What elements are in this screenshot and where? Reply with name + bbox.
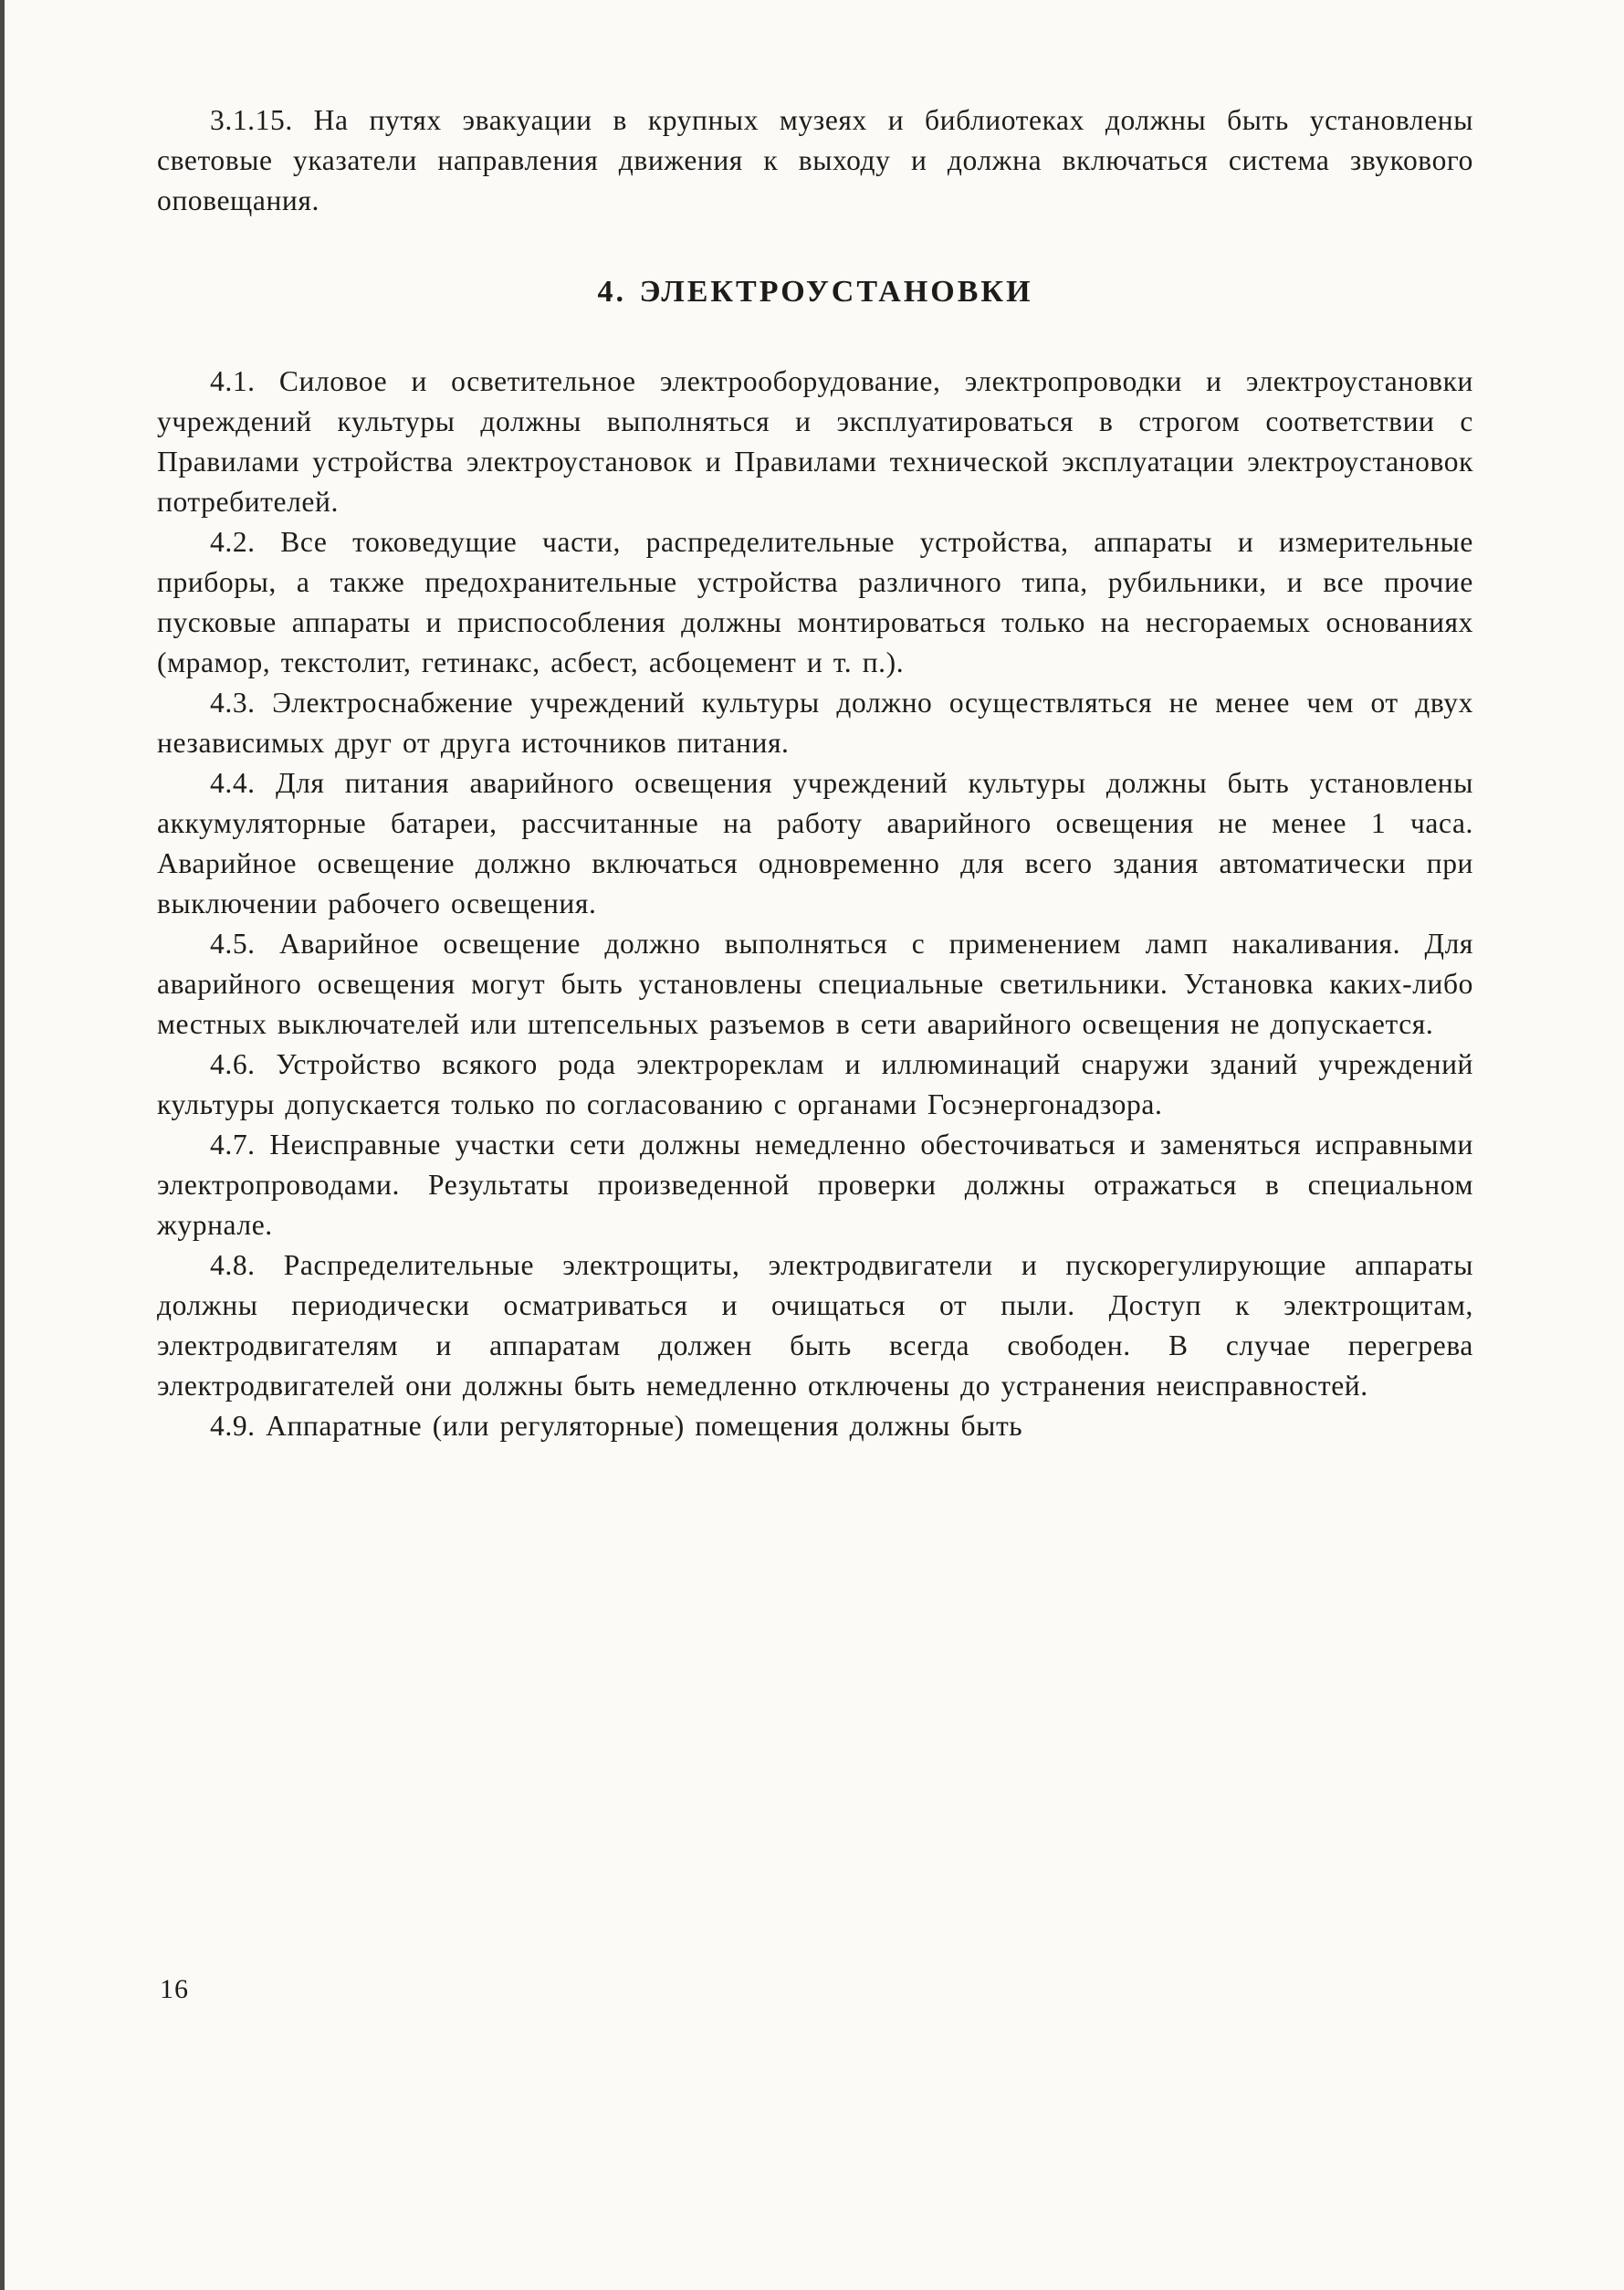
- paragraph-4-3: 4.3. Электроснабжение учреждений культуры должно осуществляться не менее чем от двух независимых друг от друга источников питания.: [157, 687, 1473, 759]
- scan-edge-artifact: [0, 0, 5, 2290]
- paragraph-4-4: 4.4. Для питания аварийного освещения учреждений культуры должны быть установлены аккумуляторные батареи, рассчитанные на работу аварийного освещения не менее 1 часа. Аварийное освещение должно включаться одновременно для всего здания автоматически при выключении рабочего освещения.: [157, 767, 1473, 919]
- paragraph-3-1-15: 3.1.15. На путях эвакуации в крупных музеях и библиотеках должны быть установлены световые указатели направления движения к выходу и должна включаться система звукового оповещания.: [157, 104, 1473, 216]
- text-block: [157, 100, 1473, 1446]
- page-number: 16: [160, 1974, 189, 2004]
- paragraph-4-2: 4.2. Все токоведущие части, распределительные устройства, аппараты и измерительные приборы, а также предохранительные устройства различного типа, рубильники, и все прочие пусковые аппараты и приспособления должны монтироваться только на несгораемых основаниях (мрамор, текстолит, гетинакс, асбест, асбоцемент и т. п.).: [157, 526, 1473, 678]
- paragraph-4-9: 4.9. Аппаратные (или регуляторные) помещения должны быть: [210, 1410, 1023, 1442]
- paragraph-4-8: 4.8. Распределительные электрощиты, электродвигатели и пускорегулирующие аппараты должны периодически осматриваться и очищаться от пыли. Доступ к электрощитам, электродвигателям и аппаратам должен быть всегда свободен. В случае перегрева электродвигателей они должны быть немедленно отключены до устранения неисправностей.: [157, 1249, 1473, 1402]
- section-heading: 4. ЭЛЕКТРОУСТАНОВКИ: [597, 275, 1033, 309]
- paragraph-4-7: 4.7. Неисправные участки сети должны немедленно обесточиваться и заменяться исправными электропроводами. Результаты произведенной проверки должны отражаться в специальном журнале.: [157, 1129, 1473, 1241]
- paragraph-4-6: 4.6. Устройство всякого рода электрореклам и иллюминаций снаружи зданий учреждений культуры допускается только по согласованию с органами Госэнергонадзора.: [157, 1048, 1473, 1120]
- paragraph-4-5: 4.5. Аварийное освещение должно выполняться с применением ламп накаливания. Для аварийного освещения могут быть установлены специальные светильники. Установка каких-либо местных выключателей или штепсельных разъемов в сети аварийного освещения не допускается.: [157, 928, 1473, 1040]
- paragraph-4-1: 4.1. Силовое и осветительное электрооборудование, электропроводки и электроустановки учреждений культуры должны выполняться и эксплуатироваться в строгом соответствии с Правилами устройства электроустановок и Правилами технической эксплуатации электроустановок потребителей.: [157, 365, 1473, 518]
